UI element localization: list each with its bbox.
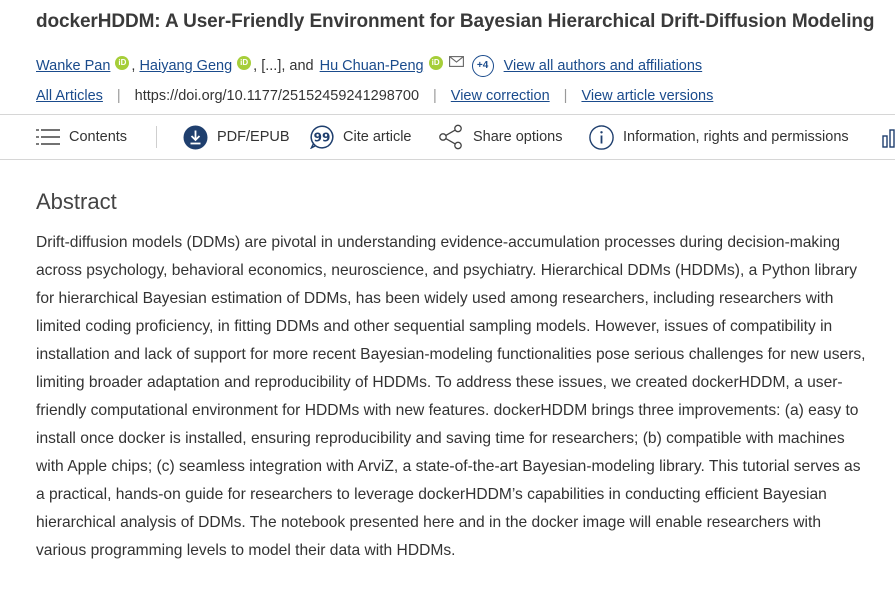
divider: | bbox=[563, 88, 568, 104]
divider: | bbox=[433, 88, 437, 104]
share-options-label: Share options bbox=[473, 129, 563, 145]
author-link-wanke-pan[interactable]: Wanke Pan bbox=[36, 58, 111, 74]
quote-icon bbox=[310, 125, 334, 149]
share-options-button[interactable] bbox=[438, 115, 562, 159]
metrics-icon bbox=[882, 126, 895, 148]
view-versions-link[interactable]: View article versions bbox=[581, 88, 714, 104]
info-icon bbox=[589, 125, 614, 150]
author-link-haiyang-geng[interactable]: Haiyang Geng bbox=[139, 58, 233, 74]
orcid-icon[interactable]: iD bbox=[237, 56, 251, 70]
cite-article-button[interactable] bbox=[310, 115, 412, 159]
information-rights-label: Information, rights and permissions bbox=[623, 129, 849, 145]
download-icon bbox=[183, 125, 208, 150]
contents-label: Contents bbox=[69, 129, 128, 145]
article-toolbar bbox=[0, 114, 895, 160]
abstract-text: Drift-diffusion models (DDMs) are pivotal in understanding evidence-accumulation processes during decision-making across psychology, behavioral economics, neuroscience, and psychiatry. Hierarchical DDMs (HDDMs), a Python library for hierarchical Bayesian estimation of DDMs, has been widely used among researchers, including researchers with limited coding proficiency, in fitting DDMs and other sequential sampling models. However, issues of compatibility in installation and lack of support for more recent Bayesian-modeling functionalities pose serious challenges for new users, limiting broader adaptation and reproducibility of HDDMs. To address these issues, we created dockerHDDM, a user-friendly computational environment for HDDMs with new features. dockerHDDM brings three improvements: (a) easy to install once docker is installed, ensuring reproducibility and saving time for researchers; (b) compatible with machines with Apple chips; (c) seamless integration with ArviZ, a state-of-the-art Bayesian-modeling library. This tutorial serves as a practical, hands-on guide for researchers to leverage dockerHDDM’s capabilities in conducting efficient Bayesian hierarchical analysis of DDMs. The notebook presented here and in the docker image will enable researchers with various programming levels to model their data with HDDMs. bbox=[36, 234, 866, 559]
orcid-icon[interactable]: iD bbox=[429, 56, 443, 70]
article-title: dockerHDDM: A User-Friendly Environment for Bayesian Hierarchical Drift-Diffusion Modeling bbox=[36, 11, 875, 32]
pdf-epub-label: PDF/EPUB bbox=[217, 129, 290, 145]
author-line bbox=[36, 55, 702, 77]
article-meta bbox=[36, 86, 713, 106]
contents-button[interactable] bbox=[36, 115, 127, 159]
author-separator: , bbox=[131, 58, 136, 74]
pdf-epub-button[interactable] bbox=[183, 115, 290, 159]
metrics-button[interactable] bbox=[882, 115, 895, 159]
share-icon bbox=[438, 124, 464, 150]
toolbar-divider bbox=[156, 126, 157, 148]
orcid-icon[interactable]: iD bbox=[115, 56, 129, 70]
abstract-heading: Abstract bbox=[36, 189, 117, 214]
all-articles-link[interactable]: All Articles bbox=[36, 88, 103, 104]
svg-text:99: 99 bbox=[313, 130, 331, 145]
list-icon bbox=[36, 127, 60, 147]
divider: | bbox=[116, 88, 121, 104]
more-authors-badge[interactable]: +4 bbox=[472, 55, 494, 77]
information-rights-button[interactable] bbox=[589, 115, 849, 159]
view-correction-link[interactable]: View correction bbox=[450, 88, 550, 104]
cite-article-label: Cite article bbox=[343, 129, 412, 145]
mail-icon[interactable] bbox=[449, 55, 464, 71]
doi-text: https://doi.org/10.1177/25152459241298700 bbox=[134, 88, 420, 104]
author-link-hu-chuan-peng[interactable]: Hu Chuan-Peng bbox=[319, 58, 424, 74]
view-all-authors-link[interactable]: View all authors and affiliations bbox=[503, 58, 703, 74]
author-separator: , [...], and bbox=[253, 58, 314, 74]
